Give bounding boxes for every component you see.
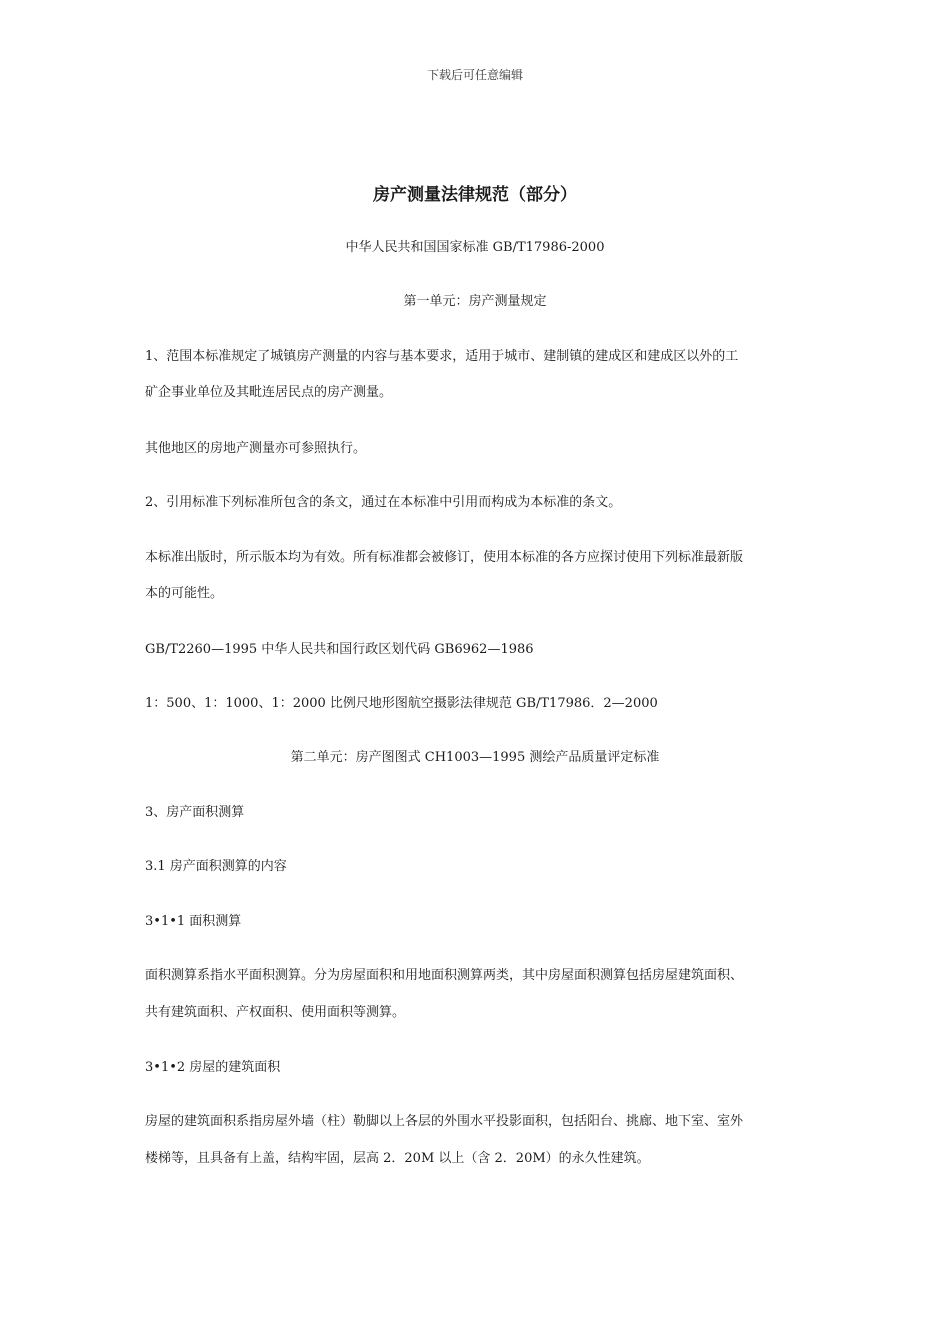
page-header: 下载后可任意编辑 bbox=[426, 68, 523, 82]
paragraph-6-line-2: 楼梯等，且具备有上盖，结构牢固，层高 2．20M 以上（含 2．20M）的永久性建筑。 bbox=[145, 1151, 650, 1166]
paragraph-5-line-1: 面积测算系指水平面积测算。分为房屋面积和用地面积测算两类，其中房屋面积测算包括房屋建筑面积、 bbox=[145, 968, 744, 983]
paragraph-3: 2、引用标准下列标准所包含的条文，通过在本标准中引用而构成为本标准的条文。 bbox=[145, 495, 622, 510]
unit-heading-2: 第二单元：房产图图式 CH1003—1995 测绘产品质量评定标准 bbox=[290, 750, 660, 765]
document-title: 房产测量法律规范（部分） bbox=[373, 185, 577, 205]
reference-2: 1：500、1：1000、1：2000 比例尺地形图航空摄影法律规范 GB/T17986．2—2000 bbox=[145, 696, 658, 711]
paragraph-1-line-1: 1、范围本标准规定了城镇房产测量的内容与基本要求，适用于城市、建制镇的建成区和建成区以外的工 bbox=[145, 349, 739, 364]
paragraph-1-line-2: 矿企事业单位及其毗连居民点的房产测量。 bbox=[145, 385, 393, 400]
paragraph-2: 其他地区的房地产测量亦可参照执行。 bbox=[145, 441, 367, 456]
section-3-1-1-heading: 3•1•1 面积测算 bbox=[145, 914, 242, 929]
paragraph-4-line-2: 本的可能性。 bbox=[145, 586, 224, 601]
paragraph-5-line-2: 共有建筑面积、产权面积、使用面积等测算。 bbox=[145, 1005, 406, 1020]
section-3-1-2-heading: 3•1•2 房屋的建筑面积 bbox=[145, 1060, 281, 1075]
section-3-1-heading: 3.1 房产面积测算的内容 bbox=[145, 859, 287, 874]
reference-1: GB/T2260—1995 中华人民共和国行政区划代码 GB6962—1986 bbox=[145, 642, 534, 657]
section-3-heading: 3、房产面积测算 bbox=[145, 805, 245, 820]
paragraph-6-line-1: 房屋的建筑面积系指房屋外墙（柱）勒脚以上各层的外围水平投影面积，包括阳台、挑廊、地下室、室外 bbox=[145, 1114, 744, 1129]
standard-code: 中华人民共和国国家标准 GB/T17986-2000 bbox=[345, 240, 605, 255]
paragraph-4-line-1: 本标准出版时，所示版本均为有效。所有标准都会被修订，使用本标准的各方应探讨使用下列标准最新版 bbox=[145, 550, 744, 565]
unit-heading-1: 第一单元：房产测量规定 bbox=[403, 294, 547, 309]
